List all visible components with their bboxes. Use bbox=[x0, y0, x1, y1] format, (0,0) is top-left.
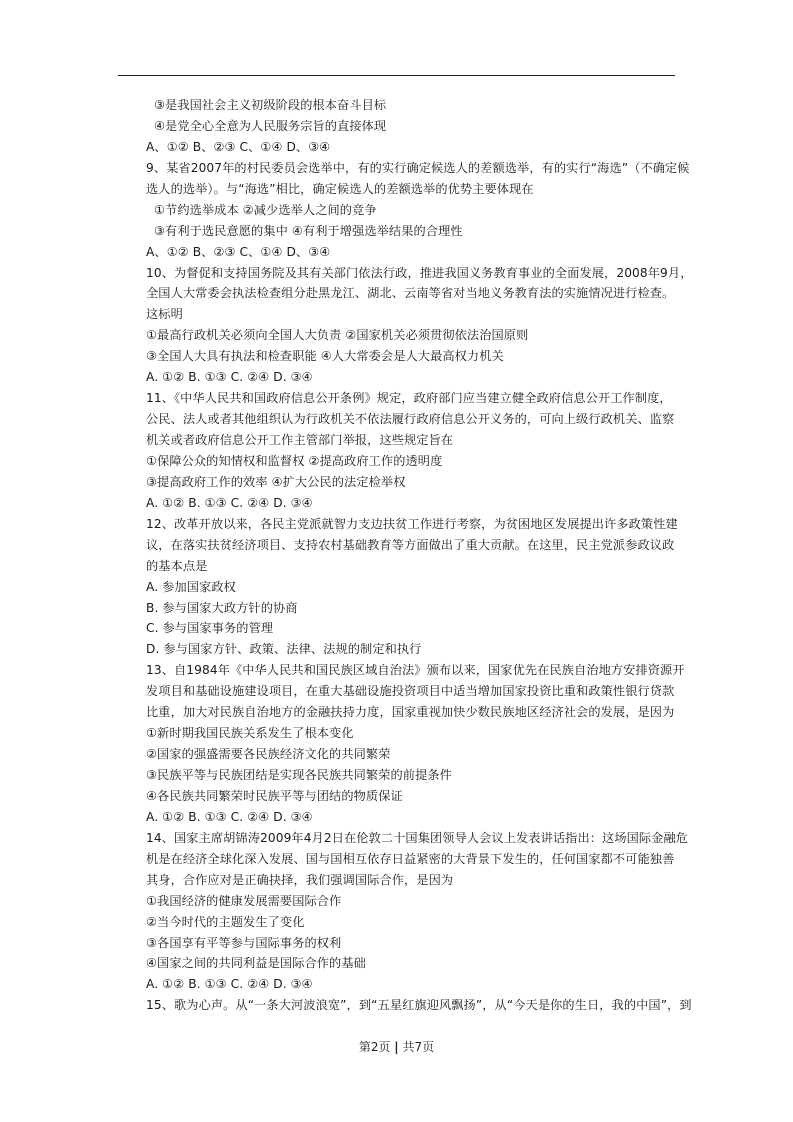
question-13: 13、自1984年《中华人民共和国民族区域自治法》颁布以来，国家优先在民族自治地方安排资源开 bbox=[146, 663, 685, 678]
text-line: ①节约选举成本 ②减少选举人之间的竞争 bbox=[154, 202, 377, 217]
question-15: 15、歌为心声。从“一条大河波浪宽”，到“五星红旗迎风飘扬”，从“今天是你的生日，我的中国”，到 bbox=[146, 998, 692, 1013]
answer-options: A. ①② B. ①③ C. ②④ D. ③④ bbox=[146, 495, 313, 510]
answer-options: A、①② B、②③ C、①④ D、③④ bbox=[146, 139, 331, 154]
text-line: ③全国人大具有执法和检查职能 ④人大常委会是人大最高权力机关 bbox=[146, 349, 504, 364]
question-12: 12、改革开放以来，各民主党派就智力支边扶贫工作进行考察，为贫困地区发展提出许多政策性建 bbox=[146, 516, 678, 531]
question-text bbox=[146, 95, 693, 1016]
page-footer bbox=[0, 1038, 793, 1055]
text-line: ①最高行政机关必须向全国人大负责 ②国家机关必须贯彻依法治国原则 bbox=[146, 328, 529, 343]
answer-option-d: D. 参与国家方针、政策、法律、法规的制定和执行 bbox=[146, 642, 422, 657]
page-number: 第2页 bbox=[358, 1040, 391, 1054]
question-9: 9、某省2007年的村民委员会选举中，有的实行确定候选人的差额选举，有的实行“海选”（不确定候 bbox=[146, 160, 690, 175]
text-line: 这标明 bbox=[146, 307, 183, 322]
text-line: 机是在经济全球化深入发展、国与国相互依存日益紧密的大背景下发生的，任何国家都不可能独善 bbox=[146, 851, 675, 866]
footer-separator: | bbox=[394, 1040, 399, 1054]
text-line: 的基本点是 bbox=[146, 558, 208, 573]
text-line: ①新时期我国民族关系发生了根本变化 bbox=[146, 726, 354, 741]
header-rule bbox=[118, 75, 675, 76]
question-14: 14、国家主席胡锦涛2009年4月2日在伦敦二十国集团领导人会议上发表讲话指出：这场国际金融危 bbox=[146, 830, 689, 845]
answer-option-b: B. 参与国家大政方针的协商 bbox=[146, 600, 298, 615]
text-line: ②当今时代的主题发生了变化 bbox=[146, 914, 305, 929]
answer-options: A. ①② B. ①③ C. ②④ D. ③④ bbox=[146, 809, 313, 824]
question-11: 11、《中华人民共和国政府信息公开条例》规定，政府部门应当建立健全政府信息公开工作制度， bbox=[146, 391, 672, 406]
text-line: 全国人大常委会执法检查组分赴黑龙江、湖北、云南等省对当地义务教育法的实施情况进行检查。 bbox=[146, 286, 675, 301]
question-10: 10、为督促和支持国务院及其有关部门依法行政，推进我国义务教育事业的全面发展，2008年9月， bbox=[146, 265, 693, 280]
answer-options: A. ①② B. ①③ C. ②④ D. ③④ bbox=[146, 977, 313, 992]
text-line: ④是党全心全意为人民服务宗旨的直接体现 bbox=[154, 118, 387, 133]
text-line: 选人的选举）。与“海选”相比，确定候选人的差额选举的优势主要体现在 bbox=[146, 181, 534, 196]
text-line: 比重，加大对民族自治地方的金融扶持力度，国家重视加快少数民族地区经济社会的发展，是因为 bbox=[146, 705, 675, 720]
answer-options: A、①② B、②③ C、①④ D、③④ bbox=[146, 244, 331, 259]
answer-options: A. ①② B. ①③ C. ②④ D. ③④ bbox=[146, 370, 313, 385]
text-line: ③有利于选民意愿的集中 ④有利于增强选举结果的合理性 bbox=[154, 223, 463, 238]
text-line: 公民、法人或者其他组织认为行政机关不依法履行政府信息公开义务的，可向上级行政机关、监察 bbox=[146, 412, 675, 427]
answer-option-a: A. 参加国家政权 bbox=[146, 579, 236, 594]
text-line: ③提高政府工作的效率 ④扩大公民的法定检举权 bbox=[146, 474, 406, 489]
text-line: 机关或者政府信息公开工作主管部门举报，这些规定旨在 bbox=[146, 433, 454, 447]
text-line: ③各国享有平等参与国际事务的权利 bbox=[146, 935, 342, 950]
text-line: 议，在落实扶贫经济项目、支持农村基础教育等方面做出了重大贡献。在这里，民主党派参政议政 bbox=[146, 537, 675, 552]
page-total: 共7页 bbox=[402, 1040, 435, 1054]
text-line: ②国家的强盛需要各民族经济文化的共同繁荣 bbox=[146, 747, 391, 762]
text-line: ①我国经济的健康发展需要国际合作 bbox=[146, 893, 342, 908]
text-line: ③民族平等与民族团结是实现各民族共同繁荣的前提条件 bbox=[146, 768, 452, 782]
text-line: ④各民族共同繁荣时民族平等与团结的物质保证 bbox=[146, 788, 403, 803]
text-line: ①保障公众的知情权和监督权 ②提高政府工作的透明度 bbox=[146, 453, 443, 468]
text-line: 发项目和基础设施建设项目，在重大基础设施投资项目中适当增加国家投资比重和政策性银行贷款 bbox=[146, 684, 675, 699]
text-line: ③是我国社会主义初级阶段的根本奋斗目标 bbox=[154, 98, 387, 112]
text-line: 其身，合作应对是正确抉择，我们强调国际合作，是因为 bbox=[146, 872, 454, 887]
text-line: ④国家之间的共同利益是国际合作的基础 bbox=[146, 956, 366, 971]
answer-option-c: C. 参与国家事务的管理 bbox=[146, 621, 274, 636]
